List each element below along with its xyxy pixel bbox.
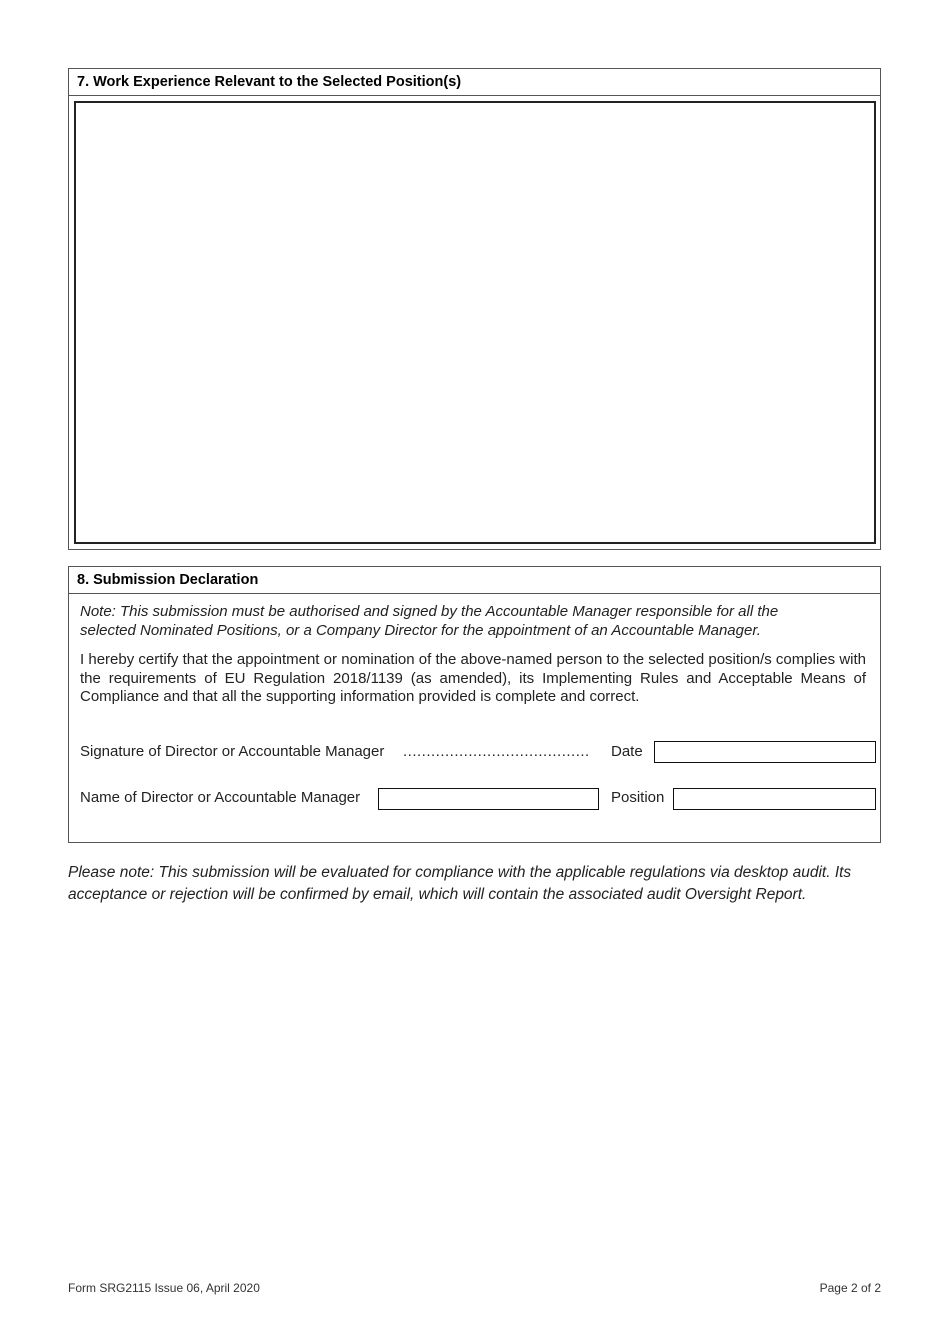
signature-line[interactable]: ........................................	[403, 743, 590, 760]
date-field[interactable]	[654, 741, 876, 763]
please-note-line2: acceptance or rejection will be confirmed by email, which will contain the associated audit Oversight Report.	[68, 885, 807, 903]
certification-statement: I hereby certify that the appointment or nomination of the above-named person to the selected position/s complies with the requirements of EU Regulation 2018/1139 (as amended), its Implementing Rules and Acceptable Means of Compliance and that all the supporting information provided is complete and correct.	[80, 651, 866, 705]
declaration-note-line2: selected Nominated Positions, or a Company Director for the appointment of an Accountable Manager.	[80, 622, 761, 639]
name-field[interactable]	[378, 788, 599, 810]
form-identifier: Form SRG2115 Issue 06, April 2020	[68, 1281, 260, 1295]
submission-declaration-section	[68, 566, 881, 843]
please-note-line1: Please note: This submission will be evaluated for compliance with the applicable regulations via desktop audit. Its	[68, 864, 852, 881]
position-label: Position	[611, 789, 665, 806]
submission-declaration-heading: 8. Submission Declaration	[69, 567, 880, 594]
declaration-note-line1: Note: This submission must be authorised and signed by the Accountable Manager responsible for all the	[80, 603, 779, 620]
work-experience-textarea[interactable]	[74, 101, 876, 544]
signature-label: Signature of Director or Accountable Manager	[80, 743, 385, 760]
work-experience-heading: 7. Work Experience Relevant to the Selected Position(s)	[69, 69, 880, 96]
page-number: Page 2 of 2	[819, 1281, 881, 1295]
name-label: Name of Director or Accountable Manager	[80, 789, 361, 806]
position-field[interactable]	[673, 788, 876, 810]
please-note-text	[68, 862, 888, 905]
date-label: Date	[611, 743, 643, 760]
work-experience-section	[68, 68, 881, 550]
declaration-note	[80, 602, 860, 640]
